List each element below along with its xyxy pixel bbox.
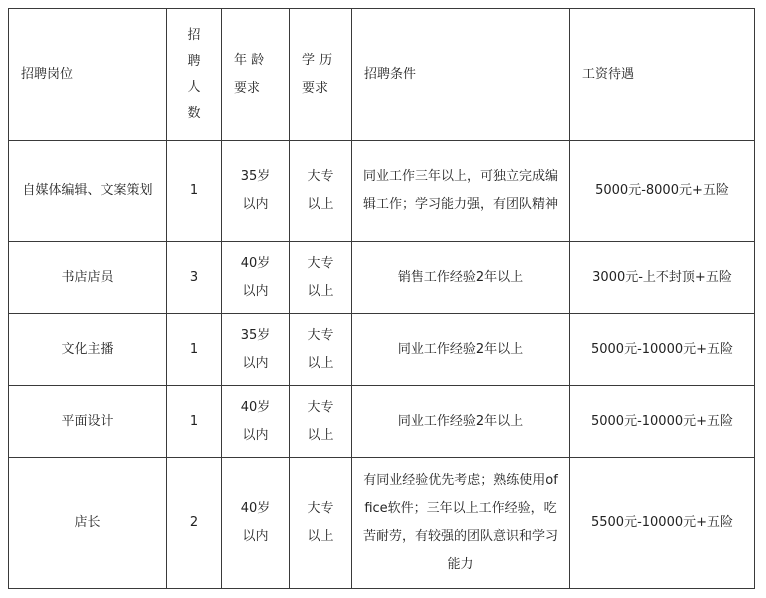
cell-age: [222, 386, 290, 458]
cell-count: 2: [167, 458, 222, 589]
cell-conditions: 同业工作经验2年以上: [352, 314, 570, 386]
cell-conditions: 销售工作经验2年以上: [352, 242, 570, 314]
cell-salary: 5000元-10000元+五险: [570, 314, 755, 386]
cell-conditions: 有同业经验优先考虑；熟练使用office软件；三年以上工作经验，吃苦耐劳，有较强的团队意识和学习能力: [352, 458, 570, 589]
header-salary: 工资待遇: [570, 9, 755, 141]
cell-age-line: 以内: [242, 355, 269, 371]
cell-age-line: 40岁: [240, 255, 271, 271]
cell-age-line: 以内: [242, 283, 269, 299]
cell-conditions: 同业工作经验2年以上: [352, 386, 570, 458]
cell-age-line: 以内: [242, 529, 269, 544]
cell-position: 店长: [9, 458, 167, 589]
cell-education: [290, 141, 352, 242]
header-edu-line: 学 历: [302, 52, 333, 68]
header-count-char: 数: [187, 105, 201, 121]
cell-edu-line: 以上: [307, 529, 334, 544]
cell-salary: 5500元-10000元+五险: [570, 458, 755, 589]
cell-edu-line: 以上: [307, 427, 334, 443]
cell-edu-line: 以上: [307, 355, 334, 371]
table-row: [9, 386, 755, 458]
cell-age-line: 40岁: [240, 399, 271, 415]
cell-edu-line: 以上: [307, 197, 334, 212]
cell-edu-line: 以上: [307, 283, 334, 299]
table-row: [9, 314, 755, 386]
cell-age-line: 35岁: [240, 169, 271, 184]
cell-age-line: 以内: [242, 197, 269, 212]
header-age: [222, 9, 290, 141]
cell-salary: 5000元-10000元+五险: [570, 386, 755, 458]
cell-count: 1: [167, 314, 222, 386]
cell-edu-line: 大专: [307, 255, 334, 271]
header-count-char: 人: [187, 79, 201, 95]
cell-position: 文化主播: [9, 314, 167, 386]
cell-age: [222, 314, 290, 386]
cell-edu-line: 大专: [307, 501, 334, 516]
table-row: [9, 242, 755, 314]
cell-edu-line: 大专: [307, 399, 334, 415]
cell-age: [222, 242, 290, 314]
header-count-char: 聘: [187, 53, 201, 69]
header-edu-line: 要求: [302, 80, 329, 96]
cell-position: 自媒体编辑、文案策划: [9, 141, 167, 242]
cell-edu-line: 大专: [307, 327, 334, 343]
cell-position: 书店店员: [9, 242, 167, 314]
header-age-line: 要求: [234, 80, 261, 96]
cell-age: [222, 458, 290, 589]
cell-conditions: 同业工作三年以上，可独立完成编辑工作；学习能力强，有团队精神: [352, 141, 570, 242]
cell-education: [290, 314, 352, 386]
cell-age-line: 40岁: [240, 501, 271, 516]
header-age-line: 年 龄: [234, 52, 265, 68]
header-conditions: 招聘条件: [352, 9, 570, 141]
header-count: [167, 9, 222, 141]
cell-age-line: 35岁: [240, 327, 271, 343]
cell-count: 1: [167, 386, 222, 458]
cell-education: [290, 242, 352, 314]
header-row: [9, 9, 755, 141]
cell-education: [290, 458, 352, 589]
cell-age-line: 以内: [242, 427, 269, 443]
cell-age: [222, 141, 290, 242]
cell-edu-line: 大专: [307, 169, 334, 184]
table-row: [9, 141, 755, 242]
header-education: [290, 9, 352, 141]
cell-count: 1: [167, 141, 222, 242]
header-count-char: 招: [187, 27, 201, 43]
cell-count: 3: [167, 242, 222, 314]
recruitment-table-wrapper: [8, 8, 755, 589]
recruitment-table: [8, 8, 755, 589]
header-position: 招聘岗位: [9, 9, 167, 141]
cell-salary: 5000元-8000元+五险: [570, 141, 755, 242]
cell-position: 平面设计: [9, 386, 167, 458]
cell-education: [290, 386, 352, 458]
table-row: [9, 458, 755, 589]
cell-salary: 3000元-上不封顶+五险: [570, 242, 755, 314]
